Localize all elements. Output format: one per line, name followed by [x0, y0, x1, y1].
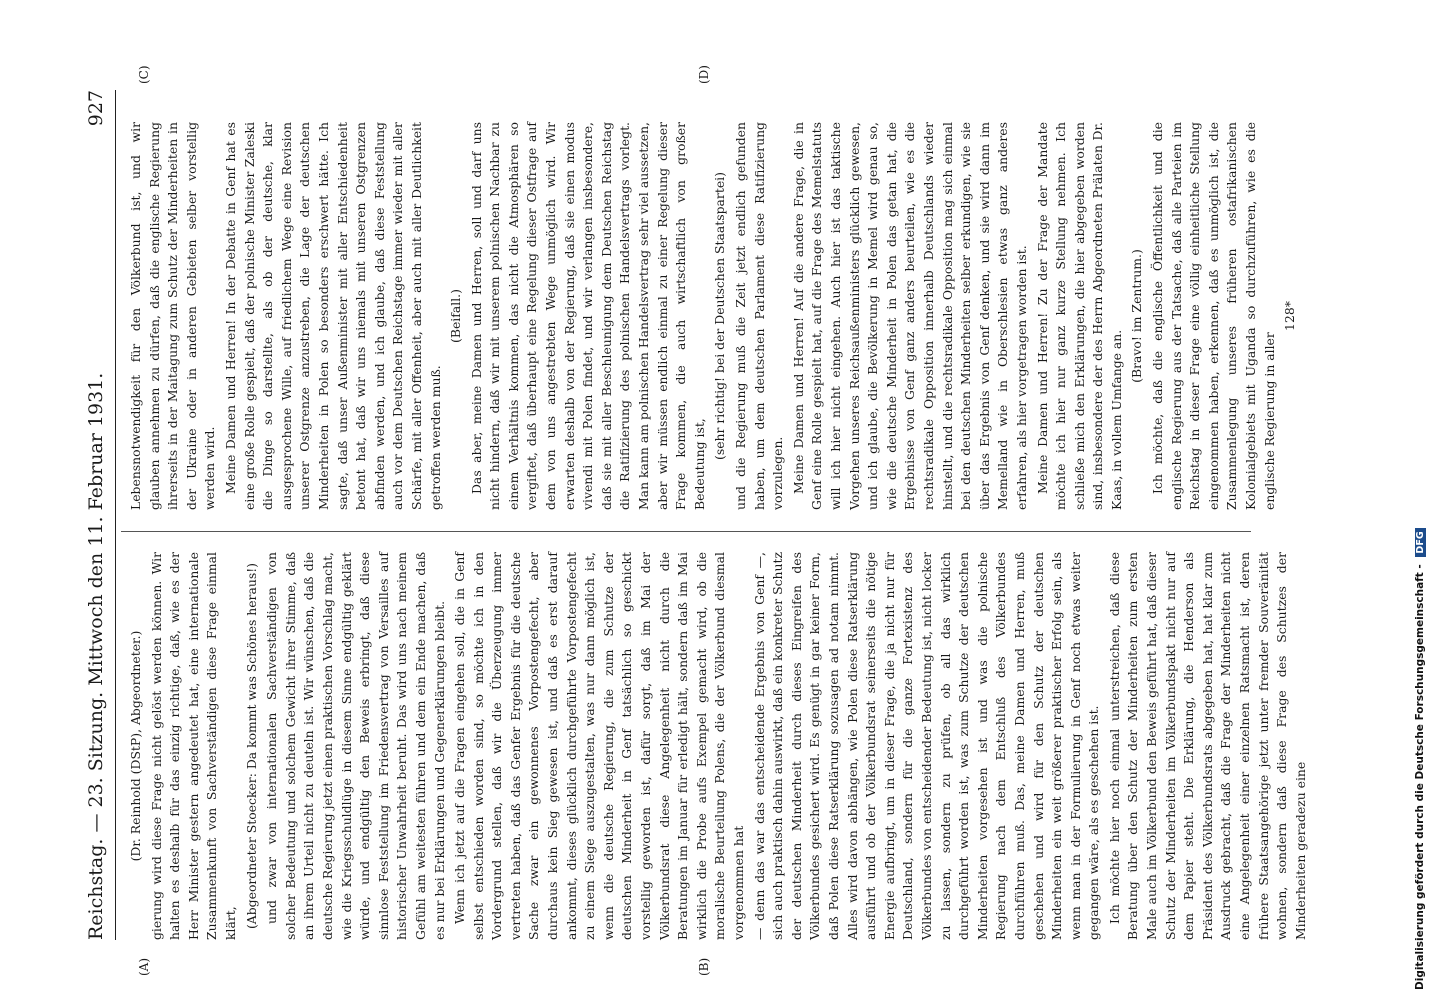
- left-column: [127, 552, 1312, 940]
- margin-marker-d: (D): [697, 65, 711, 84]
- margin-marker-c: (C): [137, 65, 151, 84]
- paragraph: Das aber, meine Damen und Herren, soll und darf uns nicht hindern, daß wir mit unserem polnischen Nachbar zu einem Verhältnis kommen, das nicht die Atmosphären so vergiftet, daß überhaupt eine Regelung dieser Ostfrage auf dem von uns angestrebten Wege unmöglich wird. Wir erwarten deshalb von der Regierung, daß sie einen modus vivendi mit Polen findet, und wir verlangen insbesondere, daß sie mit aller Beschleunigung dem Deutschen Reichstag die Ratifizierung des polnischen Handelsvertrags vorlegt. Man kann am polnischen Handelsvertrag sehr viel aussetzen, aber wir müssen endlich einmal zu einer Regelung dieser Frage kommen, die auch wirtschaftlich von großer Bedeutung ist,: [468, 122, 707, 510]
- paragraph: Ich möchte, daß die englische Öffentlichkeit und die englische Regierung aus der Tatsache, daß alle Parteien im Reichstag in dieser Frage eine völlig einheitliche Stellung eingenommen haben, erkennen, daß es unmöglich ist, die Zusammenlegung unseres früheren ostafrikanischen Kolonialgebiets mit Uganda so durchzuführen, wie es die englische Regierung in aller: [1150, 122, 1277, 510]
- digitization-credit: [1414, 10, 1430, 990]
- credit-text: Digitalisierung gefördert durch die Deutsche Forschungsgemeinschaft -: [1414, 564, 1426, 990]
- page-number: 927: [85, 90, 107, 127]
- right-column: [127, 122, 1302, 510]
- paragraph: gierung wird diese Frage nicht gelöst werden können. Wir halten es deshalb für das einzig richtige, daß, wie es der Herr Minister gestern angedeutet hat, eine internationale Zusammenkunft von Sachverständigen diese Frage einmal klärt,: [148, 552, 238, 940]
- speaker-line: (Dr. Reinhold (DStP), Abgeordneter.): [128, 630, 143, 862]
- paragraph: — denn das war das entscheidende Ergebnis von Genf —, sich auch praktisch dahin auswirkt, daß ein konkreter Schutz der deutschen Minderheit durch dieses Eingreifen des Völkerbundes gesichert wird. Es genügt in gar keiner Form, daß Polen diese Ratserklärung sozusagen ad notam nimmt. Alles wird davon abhängen, wie Polen diese Ratserklärung ausführt und ob der Völkerbundsrat seinerseits die nötige Energie aufbringt, um in dieser Frage, die ja nicht nur für Deutschland, sondern für die ganze Fortexistenz des Völkerbundes von entscheidender Bedeutung ist, nicht locker zu lassen, sondern zu prüfen, ob all das wirklich durchgeführt worden ist, was zum Schutze der deutschen Minderheiten vorgesehen ist und was die polnische Regierung nach dem Entschluß des Völkerbundes durchführen muß. Das, meine Damen und Herren, muß geschehen und wird für den Schutz der deutschen Minderheiten ein weit größerer praktischer Erfolg sein, als wenn man in der Formulierung in Genf noch etwas weiter gegangen wäre, als es geschehen ist.: [751, 552, 1102, 940]
- header-title: Reichstag. — 23. Sitzung. Mittwoch den 11. Februar 1931.: [85, 372, 107, 940]
- interjection: (Bravo! im Zentrum.): [1129, 249, 1145, 383]
- margin-marker-b: (B): [697, 957, 711, 976]
- margin-marker-a: (A): [137, 957, 151, 976]
- interjection: (Beifall.): [448, 289, 464, 343]
- paragraph: Meine Damen und Herren! Auf die andere Frage, die in Genf eine Rolle gespielt hat, auf die Frage des Memelstatuts will ich hier nicht eingehen. Auch hier ist das taktische Vorgehen unseres Reichsaußenministers glücklich gewesen, und ich glaube, die Bevölkerung in Memel wird genau so, wie die deutsche Minderheit in Polen das getan hat, die Ergebnisse von Genf ganz anders beurteilen, wie es die rechtsradikale Opposition innerhalb Deutschlands wieder hinstellt, und die rechtsradikale Opposition mag sich einmal bei den deutschen Minderheiten selber erkundigen, wie sie über das Ergebnis von Genf denken, und sie wird dann im Memelland wie in Oberschlesien etwas ganz anderes erfahren, als hier vorgetragen worden ist.: [790, 122, 1029, 510]
- paragraph: Ich möchte hier noch einmal unterstreichen, daß diese Beratung über den Schutz der Minderheiten zum ersten Male auch im Völkerbund den Beweis geführt hat, daß dieser Schutz der Minderheiten im Völkerbundspakt nicht nur auf dem Papier steht. Die Erklärung, die Henderson als Präsident des Völkerbundsrats abgegeben hat, hat klar zum Ausdruck gebracht, daß die Frage der Minderheiten nicht eine Angelegenheit einer einzelnen Ratsmacht ist, deren frühere Staatsangehörige jetzt unter fremder Souveränität wohnen, sondern daß diese Frage des Schutzes der Minderheiten geradezu eine: [1106, 552, 1308, 940]
- header-rule: [115, 90, 116, 940]
- dfg-logo: DFG: [1415, 528, 1426, 556]
- paragraph: Wenn ich jetzt auf die Fragen eingehen soll, die in Genf selbst entschieden worden sind, so möchte ich in den Vordergrund stellen, daß wir die Überzeugung immer vertreten haben, daß das Genfer Ergebnis für die deutsche Sache zwar ein gewonnenes Vorpostengefecht, aber durchaus kein Sieg gewesen ist, und daß es erst darauf ankommt, dieses glücklich durchgeführte Vorpostengefecht zu einem Siege auszugestalten, was nur dann möglich ist, wenn die deutsche Regierung, die zum Schutze der deutschen Minderheit in Genf tatsächlich so geschickt vorstellig geworden ist, dafür sorgt, daß im Mai der Völkerbundsrat diese Angelegenheit nicht durch die Beratungen im Januar für erledigt hält, sondern daß im Mai wirklich die Probe aufs Exempel gemacht wird, ob die moralische Beurteilung Polens, die der Völkerbund diesmal vorgenommen hat: [452, 552, 746, 940]
- paragraph: und zwar von internationalen Sachverständigen von solcher Bedeutung und solchem Gewicht ihrer Stimme, daß an ihrem Urteil nicht zu deuteln ist. Wir wünschen, daß die deutsche Regierung jetzt einen praktischen Vorschlag macht, wie die Kriegsschuldlüge in diesem Sinne endgültig geklärt würde, und endgültig den Beweis erbringt, daß diese sinnlose Feststellung im Friedensvertrag von Versailles auf historischer Unwahrheit beruht. Das wird uns nach meinem Gefühl am weitesten führen und dem ein Ende machen, daß es nur bei Erklärungen und Gegenerklärungen bleibt.: [264, 552, 447, 940]
- paragraph: Meine Damen und Herren! Zu der Frage der Mandate möchte ich hier nur ganz kurze Stellung nehmen. Ich schließe mich den Erklärungen, die hier abgegeben worden sind, insbesondere der des Herrn Abgeordneten Prälaten Dr. Kaas, in vollem Umfange an.: [1034, 122, 1124, 510]
- column-divider: [121, 531, 1251, 532]
- interjection: (Abgeordneter Stoecker: Da kommt was Schönes heraus!): [243, 562, 259, 930]
- signature-mark: 128*: [1282, 301, 1298, 331]
- interjection: (sehr richtig! bei der Deutschen Staatspartei): [712, 172, 728, 460]
- paragraph: Lebensnotwendigkeit für den Völkerbund ist, und wir glauben annehmen zu dürfen, daß die englische Regierung ihrerseits in der Maitagung zum Schutz der Minderheiten in der Ukraine oder in anderen Gebieten selber vorstellig werden wird.: [128, 122, 218, 510]
- paragraph: Meine Damen und Herren! In der Debatte in Genf hat es eine große Rolle gespielt, daß der polnische Minister Zaleski die Dinge so darstellte, als ob der deutsche, klar ausgesprochene Wille, auf friedlichem Wege eine Revision unserer Ostgrenze anzustreben, die Lage der deutschen Minderheiten in Polen so besonders erschwert hätte. Ich sagte, daß unser Außenminister mit aller Entschiedenheit betont hat, daß wir uns niemals mit unseren Ostgrenzen abfinden werden, und ich glaube, daß diese Feststellung auch vor dem Deutschen Reichstage immer wieder mit aller Schärfe, mit aller Offenheit, aber auch mit aller Deutlichkeit getroffen werden muß.: [222, 122, 443, 510]
- rotated-page: [85, 65, 1308, 976]
- paragraph: und die Regierung muß die Zeit jetzt endlich gefunden haben, um dem deutschen Parlament diese Ratifizierung vorzulegen.: [733, 122, 786, 510]
- page-header: [85, 90, 113, 940]
